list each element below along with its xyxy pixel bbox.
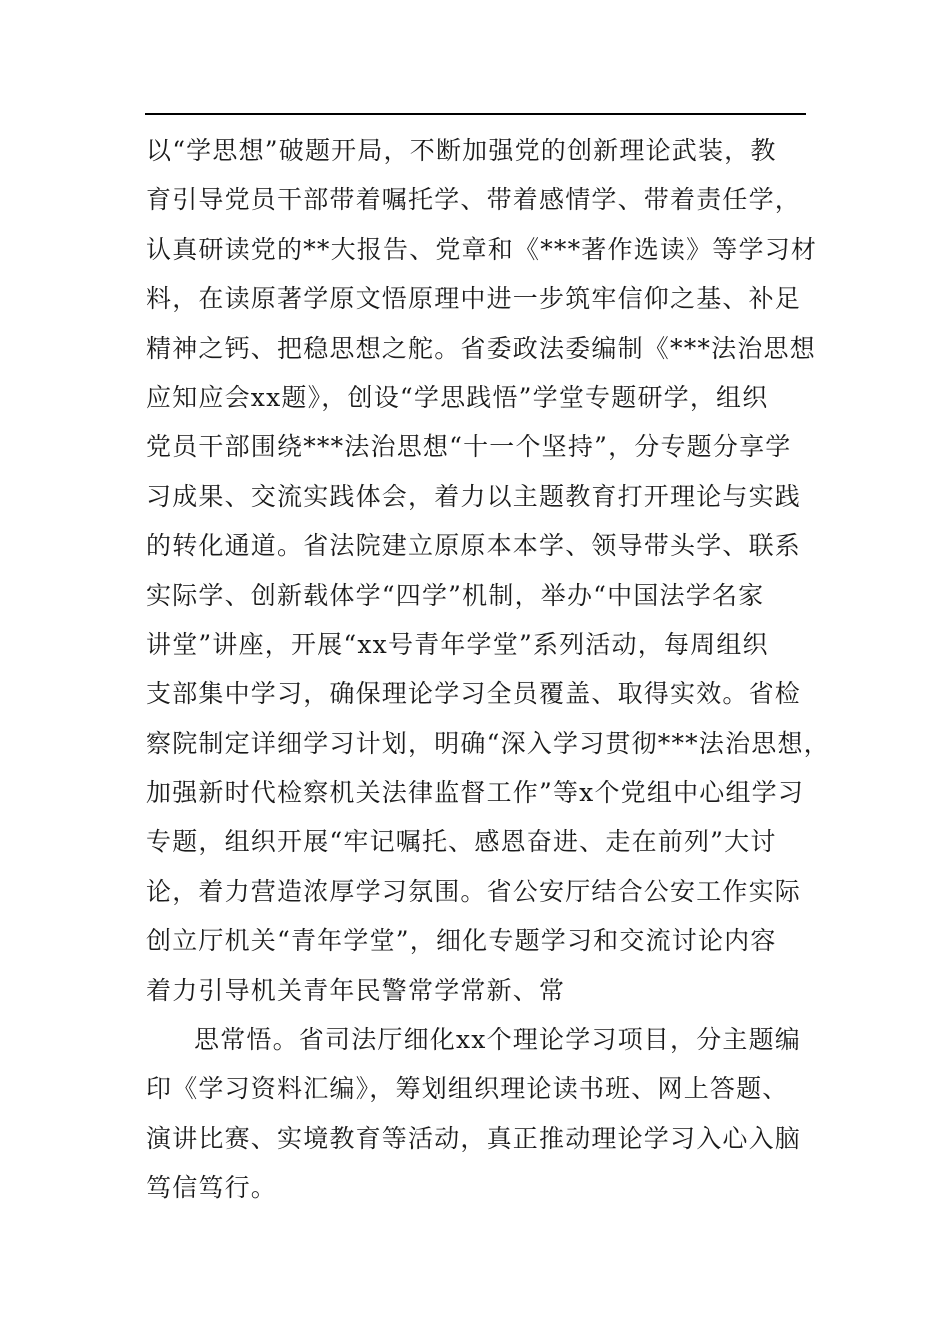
text-line: 演讲比赛、实境教育等活动，真正推动理论学习入心入脑	[146, 1123, 802, 1153]
text-line: 思常悟。省司法厅细化xx个理论学习项目，分主题编	[194, 1025, 802, 1055]
text-line: 印《学习资料汇编》，筹划组织理论读书班、网上答题、	[146, 1074, 789, 1104]
text-line: 认真研读党的**大报告、党章和《***著作选读》等学习材	[146, 234, 818, 264]
text-line: 育引导党员干部带着嘱托学、带着感情学、带着责任学，	[146, 185, 802, 215]
text-line: 专题，组织开展“牢记嘱托、感恩奋进、走在前列”大讨	[146, 827, 777, 857]
text-line: 的转化通道。省法院建立原原本本学、领导带头学、联系	[146, 531, 802, 561]
text-line: 论，着力营造浓厚学习氛围。省公安厅结合公安工作实际	[146, 876, 802, 906]
text-line: 实际学、创新载体学“四学”机制，举办“中国法学名家	[146, 580, 765, 610]
body-text	[146, 126, 836, 1213]
text-line: 精神之钙、把稳思想之舵。省委政法委编制《***法治思想	[146, 333, 816, 363]
text-line: 料，在读原著学原文悟原理中进一步筑牢信仰之基、补足	[146, 284, 802, 314]
text-line: 习成果、交流实践体会，着力以主题教育打开理论与实践	[146, 481, 802, 511]
text-line: 笃信笃行。	[146, 1173, 278, 1203]
text-line: 支部集中学习，确保理论学习全员覆盖、取得实效。省检	[146, 679, 802, 709]
text-line: 察院制定详细学习计划，明确“深入学习贯彻***法治思想，	[146, 728, 830, 758]
text-line: 党员干部围绕***法治思想“十一个坚持”，分专题分享学	[146, 432, 792, 462]
text-line: 加强新时代检察机关法律监督工作”等x个党组中心组学习	[146, 778, 805, 808]
text-line: 着力引导机关青年民警常学常新、常	[146, 975, 566, 1005]
text-line: 以“学思想”破题开局，不断加强党的创新理论武装，教	[146, 136, 777, 165]
text-line: 应知应会xx题》，创设“学思践悟”学堂专题研学，组织	[146, 382, 769, 412]
text-line: 创立厅机关“青年学堂”，细化专题学习和交流讨论内容	[146, 926, 777, 956]
text-line: 讲堂”讲座，开展“xx号青年学堂”系列活动，每周组织	[146, 629, 769, 659]
header-rule	[145, 113, 806, 115]
